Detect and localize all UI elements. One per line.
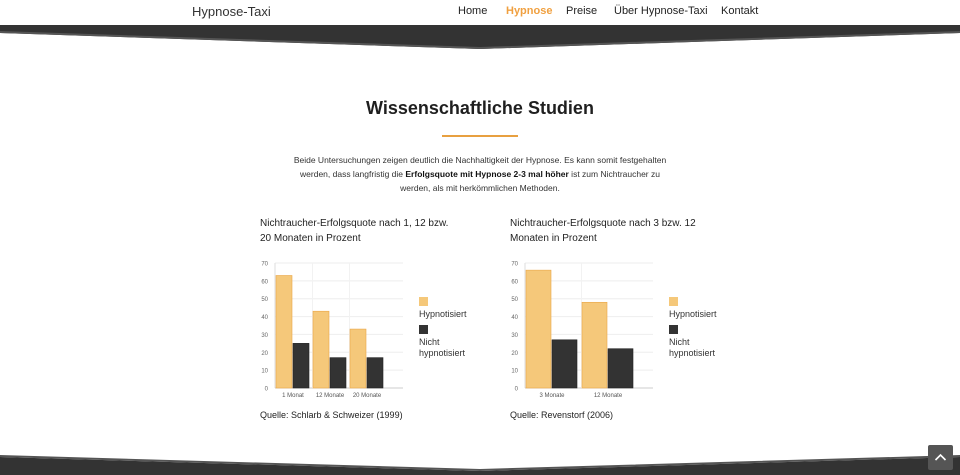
title-underline <box>442 135 518 137</box>
chart-1-title-line2: 20 Monaten in Prozent <box>260 233 361 244</box>
nav-item-ueber[interactable]: Über Hypnose-Taxi <box>614 5 708 17</box>
legend-swatch-nicht-hypnotisiert <box>669 325 678 334</box>
nav-item-preise[interactable]: Preise <box>566 5 598 17</box>
y-tick-label: 20 <box>511 350 518 357</box>
y-tick-label: 60 <box>261 279 268 286</box>
y-tick-label: 60 <box>511 279 518 286</box>
nav-item-kontakt[interactable]: Kontakt <box>721 5 759 17</box>
chart-2-source: Quelle: Revenstorf (2006) <box>510 410 614 420</box>
legend-label-nicht-hypnotisiert: Nicht hypnotisiert <box>419 337 466 358</box>
nav-item-hypnose[interactable]: Hypnose <box>506 5 553 17</box>
chart-2-title-line2: Monaten in Prozent <box>510 233 597 244</box>
legend-item-nicht-hypnotisiert <box>669 325 725 359</box>
y-tick-label: 50 <box>261 297 268 304</box>
bar-hypnotisiert <box>313 311 329 388</box>
brand-logo-text[interactable]: Hypnose-Taxi <box>192 4 271 19</box>
legend-label-hypnotisiert: Hypnotisiert <box>669 309 717 319</box>
x-tick-label: 3 Monate <box>539 393 565 399</box>
legend-label-nicht-hypnotisiert: Nicht hypnotisiert <box>669 337 716 358</box>
scroll-to-top-button[interactable] <box>928 445 953 470</box>
chart-1 <box>255 255 405 405</box>
top-decorative-band <box>0 25 960 49</box>
bottom-decorative-band <box>0 451 960 475</box>
legend-item-nicht-hypnotisiert <box>419 325 475 359</box>
section-title: Wissenschaftliche Studien <box>366 98 594 118</box>
chart-2-title-line1: Nichtraucher-Erfolgsquote nach 3 bzw. 12 <box>510 218 696 229</box>
chart-2-title <box>510 216 696 246</box>
x-tick-label: 12 Monate <box>593 393 623 399</box>
legend-swatch-hypnotisiert <box>419 297 428 306</box>
y-tick-label: 30 <box>261 332 268 339</box>
bar-nicht-hypnotisiert <box>293 343 309 388</box>
y-tick-label: 0 <box>264 386 268 393</box>
y-tick-label: 70 <box>511 261 518 268</box>
top-navbar <box>0 0 960 25</box>
chart-2-svg <box>505 255 655 405</box>
chart-1-title <box>260 216 448 246</box>
bar-nicht-hypnotisiert <box>367 358 383 388</box>
legend-swatch-hypnotisiert <box>669 297 678 306</box>
legend-item-hypnotisiert <box>669 297 739 320</box>
y-tick-label: 50 <box>511 297 518 304</box>
bar-nicht-hypnotisiert <box>330 358 346 388</box>
y-tick-label: 20 <box>261 350 268 357</box>
x-tick-label: 1 Monat <box>282 393 304 399</box>
bar-hypnotisiert <box>350 329 366 388</box>
bar-hypnotisiert <box>276 276 292 389</box>
nav-item-home[interactable]: Home <box>458 5 488 17</box>
legend-item-hypnotisiert <box>419 297 489 320</box>
legend-label-hypnotisiert: Hypnotisiert <box>419 309 467 319</box>
y-tick-label: 30 <box>511 332 518 339</box>
chart-1-svg <box>255 255 405 405</box>
bar-nicht-hypnotisiert <box>552 340 577 388</box>
chart-1-title-line1: Nichtraucher-Erfolgsquote nach 1, 12 bzw. <box>260 218 449 229</box>
intro-text-2: ist zum Nichtraucher zu werden, als mit herkömmlichen Methoden. <box>400 169 660 193</box>
chart-1-source: Quelle: Schlarb & Schweizer (1999) <box>260 410 403 420</box>
y-tick-label: 70 <box>261 261 268 268</box>
intro-text-1: Beide Untersuchungen zeigen deutlich die Nachhaltigkeit der Hypnose. Es kann somit festgehalten werden, dass langfristig die <box>293 155 667 179</box>
chevron-up-icon <box>934 452 947 462</box>
y-tick-label: 40 <box>261 315 268 322</box>
legend-swatch-nicht-hypnotisiert <box>419 325 428 334</box>
bar-nicht-hypnotisiert <box>608 349 633 388</box>
intro-bold-text: Erfolgsquote mit Hypnose 2-3 mal höher <box>405 169 569 179</box>
x-tick-label: 12 Monate <box>315 393 345 399</box>
y-tick-label: 10 <box>261 368 268 375</box>
bar-hypnotisiert <box>582 302 607 388</box>
y-tick-label: 0 <box>514 386 518 393</box>
y-tick-label: 40 <box>511 315 518 322</box>
intro-paragraph <box>290 153 670 195</box>
chart-2 <box>505 255 655 405</box>
y-tick-label: 10 <box>511 368 518 375</box>
bar-hypnotisiert <box>526 270 551 388</box>
x-tick-label: 20 Monate <box>352 393 382 399</box>
